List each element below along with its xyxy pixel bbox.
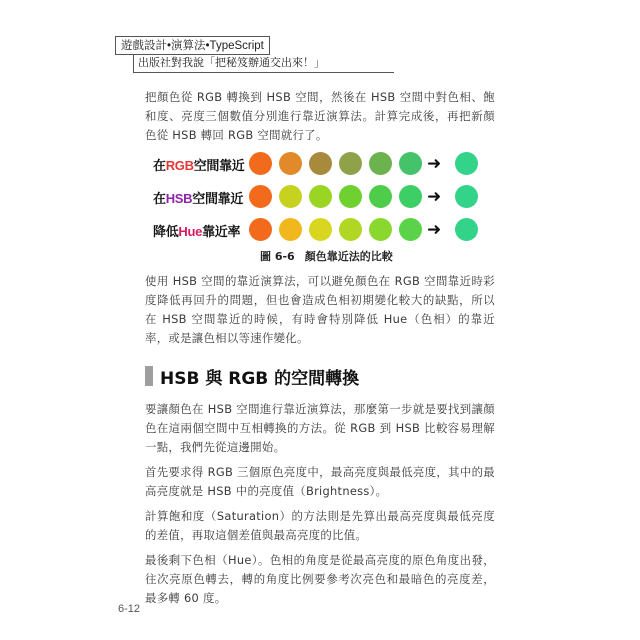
target-color-dot — [455, 152, 478, 175]
color-dot — [369, 152, 392, 175]
color-dot — [399, 218, 422, 241]
color-dot — [249, 152, 272, 175]
paragraph-hue: 最後剩下色相（Hue）。色相的角度是從最高亮度的原色角度出發，往次亮原色轉去，轉的角度比例要參考次亮色和最暗色的亮度差，最多轉 60 度。 — [145, 553, 495, 605]
figure-row-rgb — [145, 150, 495, 178]
figure-number: 圖 6-6 — [260, 250, 295, 263]
paragraph-intro: 把顏色從 RGB 轉換到 HSB 空間，然後在 HSB 空間中對色相、飽和度、亮度三個數值分別進行靠近演算法。計算完成後，再把新顏色從 HSB 轉回 RGB 空間就行了。 — [145, 90, 495, 142]
target-color-dot — [455, 185, 478, 208]
page-number: 6-12 — [118, 603, 141, 615]
color-dot — [249, 218, 272, 241]
arrow-right-icon: ➜ — [427, 154, 442, 174]
arrow-right-icon: ➜ — [427, 220, 442, 240]
paragraph-brightness: 首先要求得 RGB 三個原色亮度中，最高亮度與最低亮度，其中的最高亮度就是 HSB 中的亮度值（Brightness）。 — [145, 465, 495, 498]
color-dot — [369, 185, 392, 208]
figure-caption-text: 顏色靠近法的比較 — [304, 250, 393, 263]
color-dot — [339, 152, 362, 175]
paragraph-hsb-approach: 使用 HSB 空間的靠近演算法，可以避免顏色在 RGB 空間靠近時彩度降低再回升的問題，但也會造成色相初期變化較大的缺點，所以在 HSB 空間靠近的時候，有時會特別降低 Hue（色相）的靠近率，或是讓色相以等速作變化。 — [145, 274, 495, 345]
color-dot — [399, 185, 422, 208]
arrow-right-icon: ➜ — [427, 187, 442, 207]
color-dot — [399, 152, 422, 175]
section-marker — [145, 366, 153, 386]
row-label: 在RGB空間靠近 — [153, 158, 245, 174]
color-dot — [309, 185, 332, 208]
color-dot — [249, 185, 272, 208]
figure-row-hue — [145, 216, 495, 244]
running-header — [115, 36, 394, 73]
color-dot — [309, 218, 332, 241]
target-color-dot — [455, 218, 478, 241]
color-dot — [339, 185, 362, 208]
row-label: 在HSB空間靠近 — [153, 191, 244, 207]
paragraph-conversion-intro: 要讓顏色在 HSB 空間進行靠近演算法，那麼第一步就是要找到讓顏色在這兩個空間中互相轉換的方法。從 RGB 到 HSB 比較容易理解一點，我們先從這邊開始。 — [145, 402, 495, 454]
color-dot — [339, 218, 362, 241]
book-title: 遊戲設計•演算法•TypeScript — [115, 36, 270, 55]
figure-caption — [260, 248, 393, 264]
paragraph-saturation: 計算飽和度（Saturation）的方法則是先算出最高亮度與最低亮度的差值，再取這個差值與最高亮度的比值。 — [145, 509, 495, 542]
color-dot — [279, 152, 302, 175]
color-dot — [279, 185, 302, 208]
color-dot — [369, 218, 392, 241]
book-subtitle: 出版社對我說「把秘笈辦通交出來！」 — [133, 55, 394, 73]
color-dot — [279, 218, 302, 241]
color-dot — [309, 152, 332, 175]
section-heading: HSB 與 RGB 的空間轉換 — [160, 369, 360, 389]
row-label: 降低Hue靠近率 — [153, 224, 241, 240]
figure-row-hsb — [145, 183, 495, 211]
